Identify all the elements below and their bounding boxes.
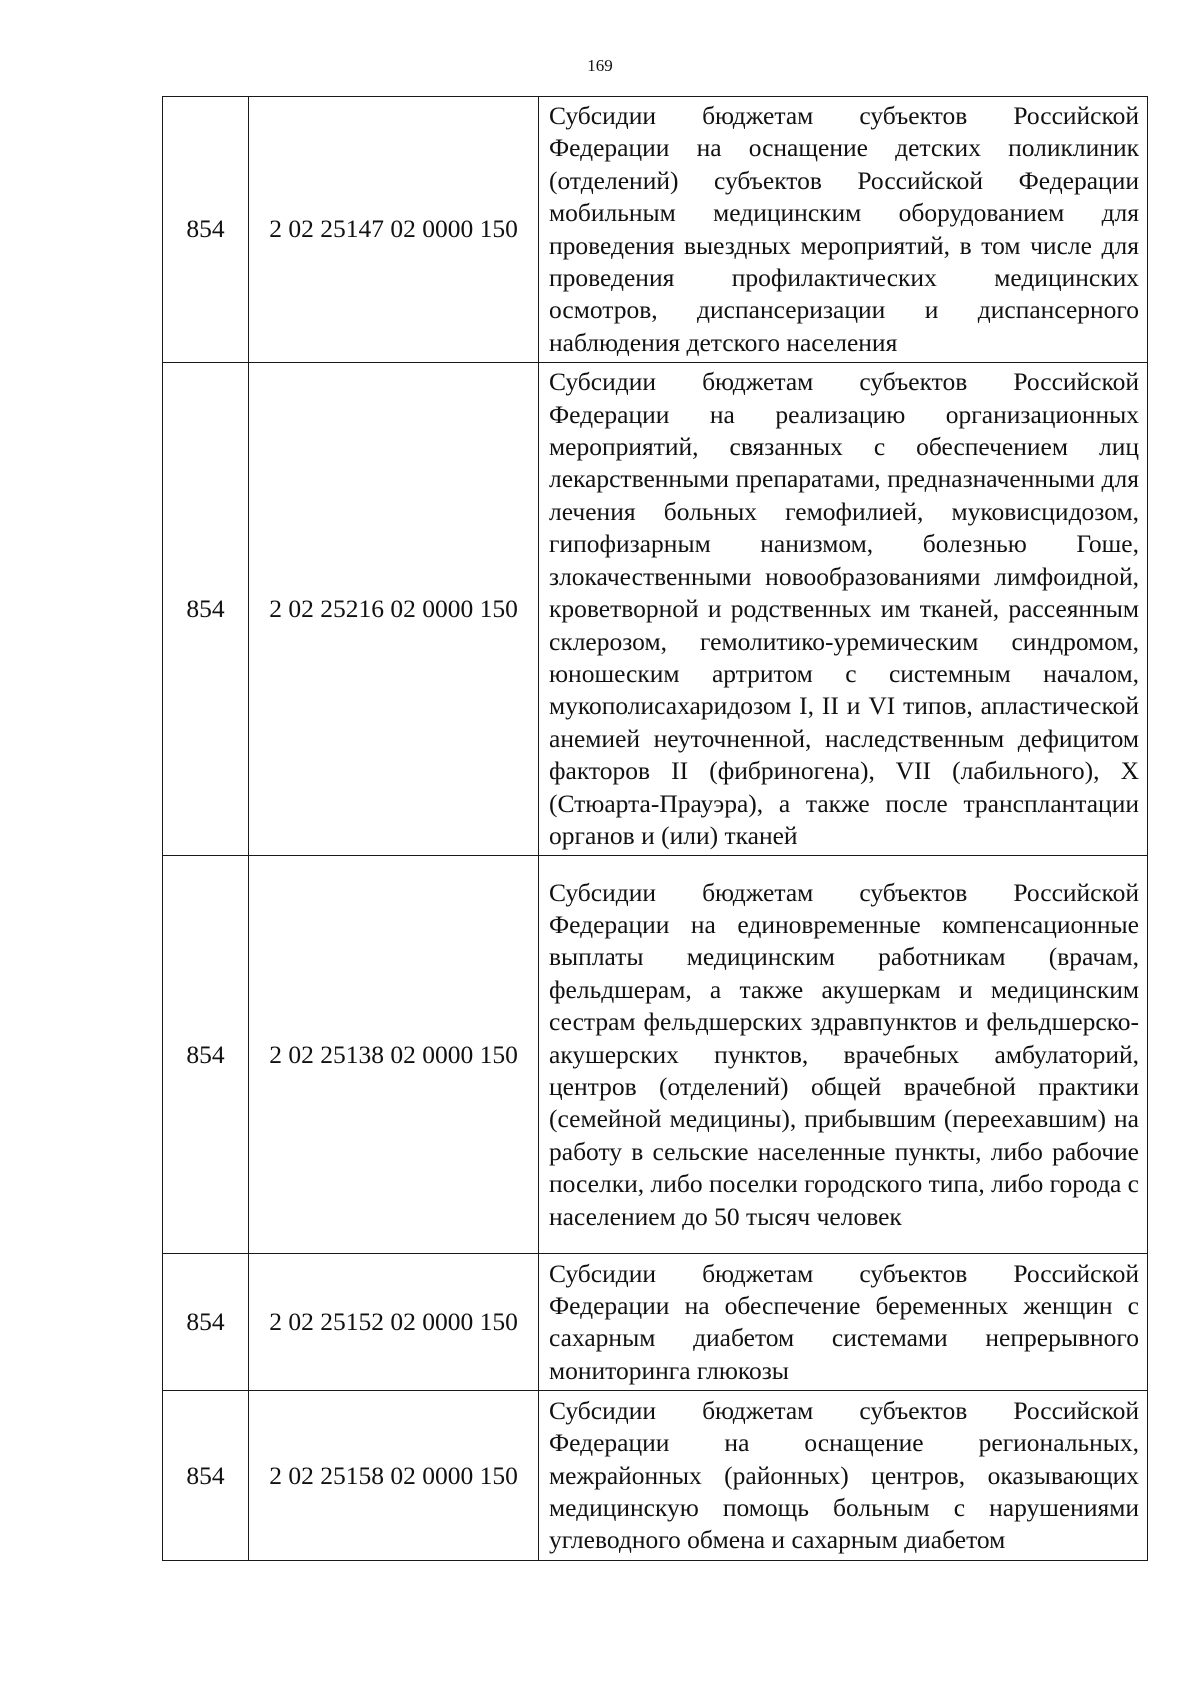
page-number: 169	[587, 56, 613, 75]
description-cell: Субсидии бюджетам субъектов Российской Федерации на реализацию организационных мероприятий, связанных с обеспечением лиц лекарственными препаратами, предназначенными для лечения больных гемофилией, муковисцидозом, гипофизарным нанизмом, болезнью Гоше, злокачественными новообразованиями лимфоидной, кроветворной и родственных им тканей, рассеянным склерозом, гемолитико-уремическим синдромом, юношеским артритом с системным началом, мукополисахаридозом I, II и VI типов, апластической анемией неуточненной, наследственным дефицитом факторов II (фибриногена), VII (лабильного), X (Стюарта-Прауэра), а также после трансплантации органов и (или) тканей	[539, 363, 1148, 856]
description-cell: Субсидии бюджетам субъектов Российской Федерации на оснащение детских поликлиник (отделений) субъектов Российской Федерации мобильным медицинским оборудованием для проведения выездных мероприятий, в том числе для проведения профилактических медицинских осмотров, диспансеризации и диспансерного наблюдения детского населения	[539, 97, 1148, 363]
budget-code-cell: 2 02 25216 02 0000 150	[249, 363, 539, 856]
table-row	[163, 1254, 1148, 1391]
table-row	[163, 363, 1148, 856]
admin-code-cell: 854	[163, 1391, 249, 1561]
description-cell: Субсидии бюджетам субъектов Российской Федерации на обеспечение беременных женщин с сахарным диабетом системами непрерывного мониторинга глюкозы	[539, 1254, 1148, 1391]
admin-code-cell: 854	[163, 363, 249, 856]
table-row	[163, 856, 1148, 1254]
description-cell: Субсидии бюджетам субъектов Российской Федерации на единовременные компенсационные выплаты медицинским работникам (врачам, фельдшерам, а также акушеркам и медицинским сестрам фельдшерских здравпунктов и фельдшерско-акушерских пунктов, врачебных амбулаторий, центров (отделений) общей врачебной практики (семейной медицины), прибывшим (переехавшим) на работу в сельские населенные пункты, либо рабочие поселки, либо поселки городского типа, либо города с населением до 50 тысяч человек	[539, 856, 1148, 1254]
budget-code-cell: 2 02 25138 02 0000 150	[249, 856, 539, 1254]
budget-code-cell: 2 02 25147 02 0000 150	[249, 97, 539, 363]
budget-code-cell: 2 02 25158 02 0000 150	[249, 1391, 539, 1561]
admin-code-cell: 854	[163, 856, 249, 1254]
description-cell: Субсидии бюджетам субъектов Российской Федерации на оснащение региональных, межрайонных (районных) центров, оказывающих медицинскую помощь больным с нарушениями углеводного обмена и сахарным диабетом	[539, 1391, 1148, 1561]
budget-classification-table	[162, 96, 1148, 1561]
budget-code-cell: 2 02 25152 02 0000 150	[249, 1254, 539, 1391]
table-row	[163, 97, 1148, 363]
table-row	[163, 1391, 1148, 1561]
admin-code-cell: 854	[163, 1254, 249, 1391]
admin-code-cell: 854	[163, 97, 249, 363]
